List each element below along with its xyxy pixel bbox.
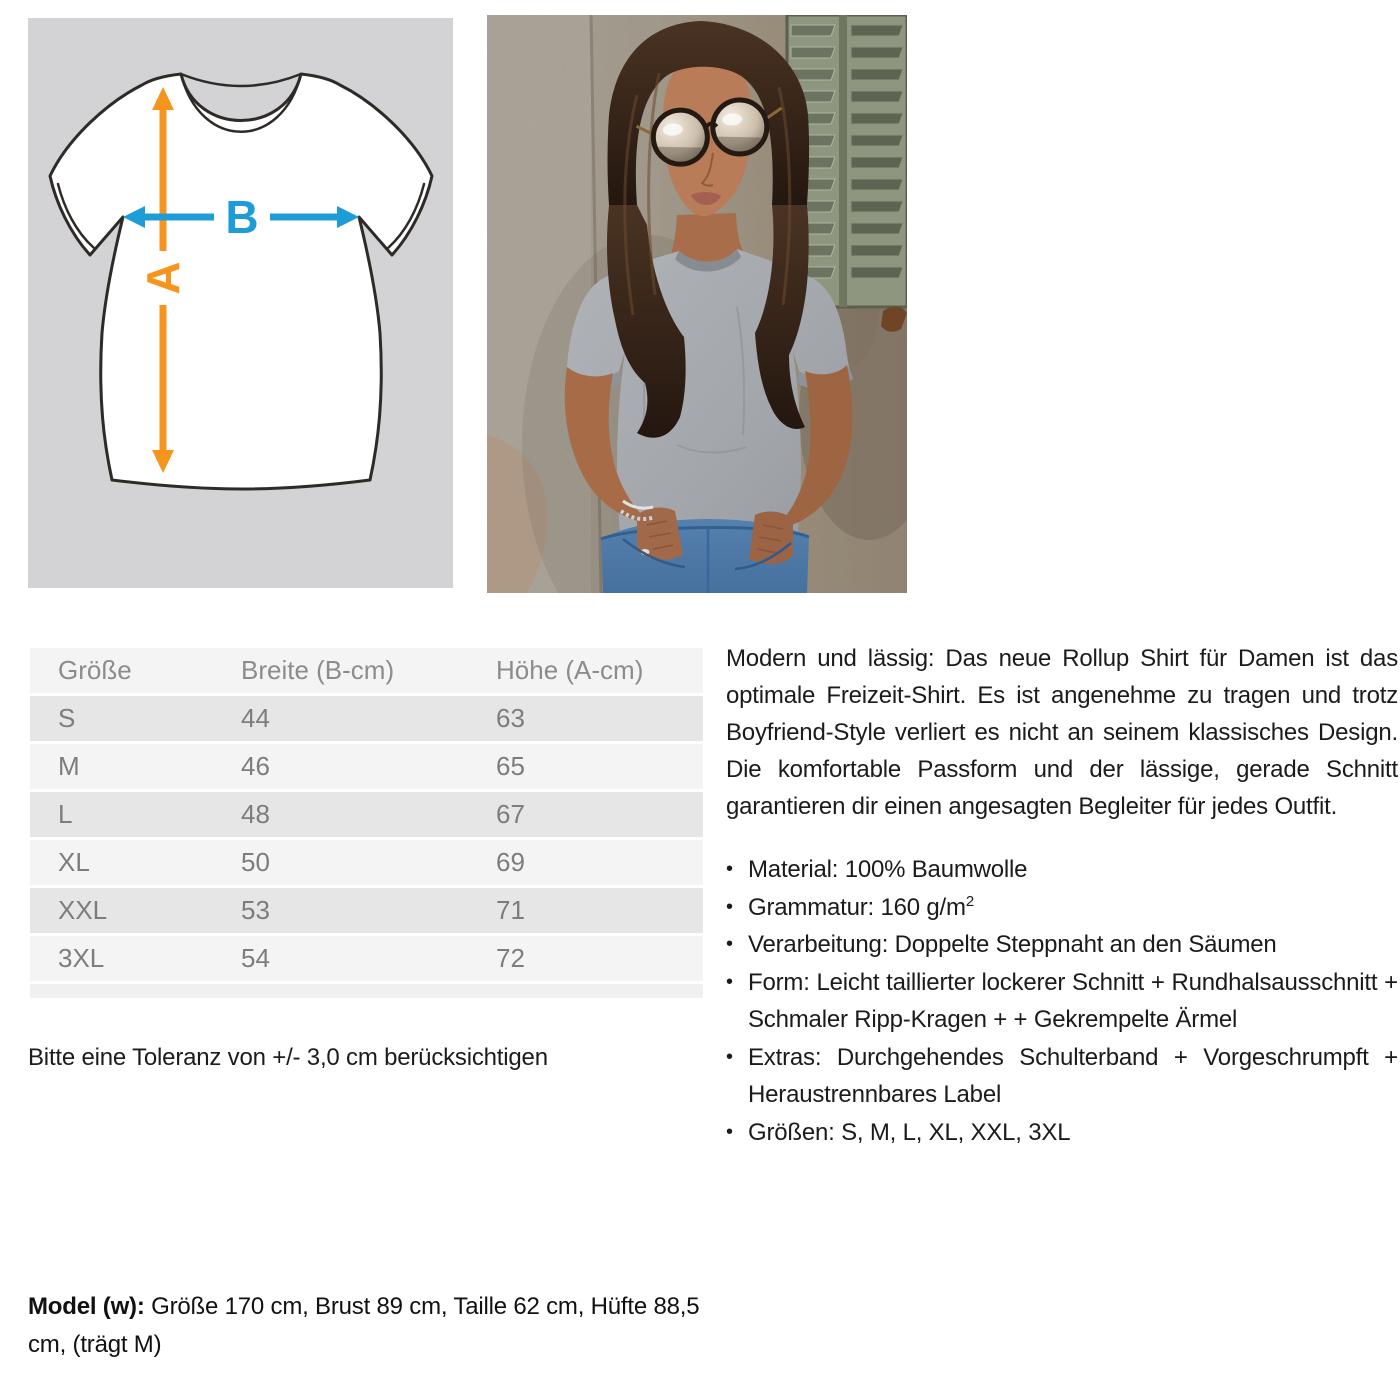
size-diagram-panel xyxy=(28,18,453,588)
bullet-text: Größen: S, M, L, XL, XXL, 3XL xyxy=(748,1118,1071,1146)
size-table-row-S xyxy=(30,696,703,741)
product-description xyxy=(726,640,1398,1151)
size-table-cell: M xyxy=(58,751,80,781)
bullet-dot-icon: • xyxy=(726,970,733,993)
feature-bullet-list xyxy=(726,851,1398,1151)
size-table-cell: XL xyxy=(58,847,90,877)
size-table-row-3XL xyxy=(30,936,703,981)
bullet-dot-icon: • xyxy=(726,895,733,918)
size-table-cell: 3XL xyxy=(58,943,105,973)
feature-bullet-item xyxy=(726,926,1398,964)
bullet-text: Verarbeitung: Doppelte Steppnaht an den Säumen xyxy=(748,931,1277,958)
size-table-cell: 48 xyxy=(241,799,270,829)
size-table-column-header: Breite (B-cm) xyxy=(241,655,395,685)
size-table-cell: 72 xyxy=(496,943,525,973)
size-table-row-XXL xyxy=(30,888,703,933)
size-table-column-header: Höhe (A-cm) xyxy=(496,655,644,685)
size-table-column-header: Größe xyxy=(58,655,132,685)
size-table-cell: 53 xyxy=(241,895,270,925)
size-table-cell: 54 xyxy=(241,943,270,973)
feature-bullet-item xyxy=(726,964,1398,1039)
size-table-cell: 69 xyxy=(496,847,525,877)
bullet-text: Extras: Durchgehendes Schulterband + Vorgeschrumpft + Heraustrennbares Label xyxy=(748,1043,1398,1108)
size-table-cell: 44 xyxy=(241,703,270,733)
size-table-footer-strip xyxy=(30,984,703,998)
bullet-dot-icon: • xyxy=(726,933,733,955)
size-table-cell: L xyxy=(58,799,73,829)
model-info-details: Größe 170 cm, Brust 89 cm, Taille 62 cm, Hüfte 88,5 cm, (trägt M) xyxy=(28,1293,700,1358)
size-table xyxy=(30,648,703,998)
size-table-header xyxy=(30,648,703,693)
size-table-row-M xyxy=(30,744,703,789)
size-table-cell: XXL xyxy=(58,895,108,925)
bullet-text: Grammatur: 160 $g/m^2$ xyxy=(748,892,974,921)
width-label: B xyxy=(225,191,259,243)
model-photo-illustration xyxy=(487,15,907,593)
size-table-cell: 63 xyxy=(496,703,525,733)
height-label: A xyxy=(137,261,189,295)
size-table-cell: S xyxy=(58,703,76,733)
size-table-cell: 67 xyxy=(496,799,525,829)
size-table-cell: 46 xyxy=(241,751,270,781)
size-table-row-L xyxy=(30,792,703,837)
feature-bullet-item xyxy=(726,851,1398,889)
size-table-row-XL xyxy=(30,840,703,885)
bullet-text: Material: 100% Baumwolle xyxy=(748,856,1028,883)
bullet-dot-icon: • xyxy=(726,858,733,880)
model-photo xyxy=(487,15,907,593)
model-info xyxy=(28,1288,718,1364)
feature-bullet-item xyxy=(726,889,1398,927)
bullet-text: Form: Leicht taillierter lockerer Schnitt + Rundhalsausschnitt + Schmaler Ripp-Kragen + + Gekrempelte Ärmel xyxy=(748,968,1398,1033)
superscript: 2 xyxy=(965,892,974,910)
feature-bullet-item xyxy=(726,1114,1398,1152)
size-table-cell: 71 xyxy=(496,895,525,925)
size-table-body xyxy=(30,696,703,981)
description-intro: Modern und lässig: Das neue Rollup Shirt für Damen ist das optimale Freizeit-Shirt. Es ist angenehme zu tragen und trotz Boyfriend-Style verliert es nicht an seinem klassisches Design. Die komfortable Passform und der lässige, gerade Schnitt garantieren dir einen angesagten Begleiter für jedes Outfit. xyxy=(726,645,1398,820)
shirt-measurement-diagram xyxy=(28,18,453,588)
size-table-cell: 50 xyxy=(241,847,270,877)
bullet-dot-icon: • xyxy=(726,1045,733,1068)
feature-bullet-item xyxy=(726,1039,1398,1114)
size-table-cell: 65 xyxy=(496,751,525,781)
tolerance-note: Bitte eine Toleranz von +/- 3,0 cm berücksichtigen xyxy=(28,1044,548,1071)
model-info-label: Model (w): xyxy=(28,1293,145,1320)
bullet-dot-icon: • xyxy=(726,1120,733,1143)
